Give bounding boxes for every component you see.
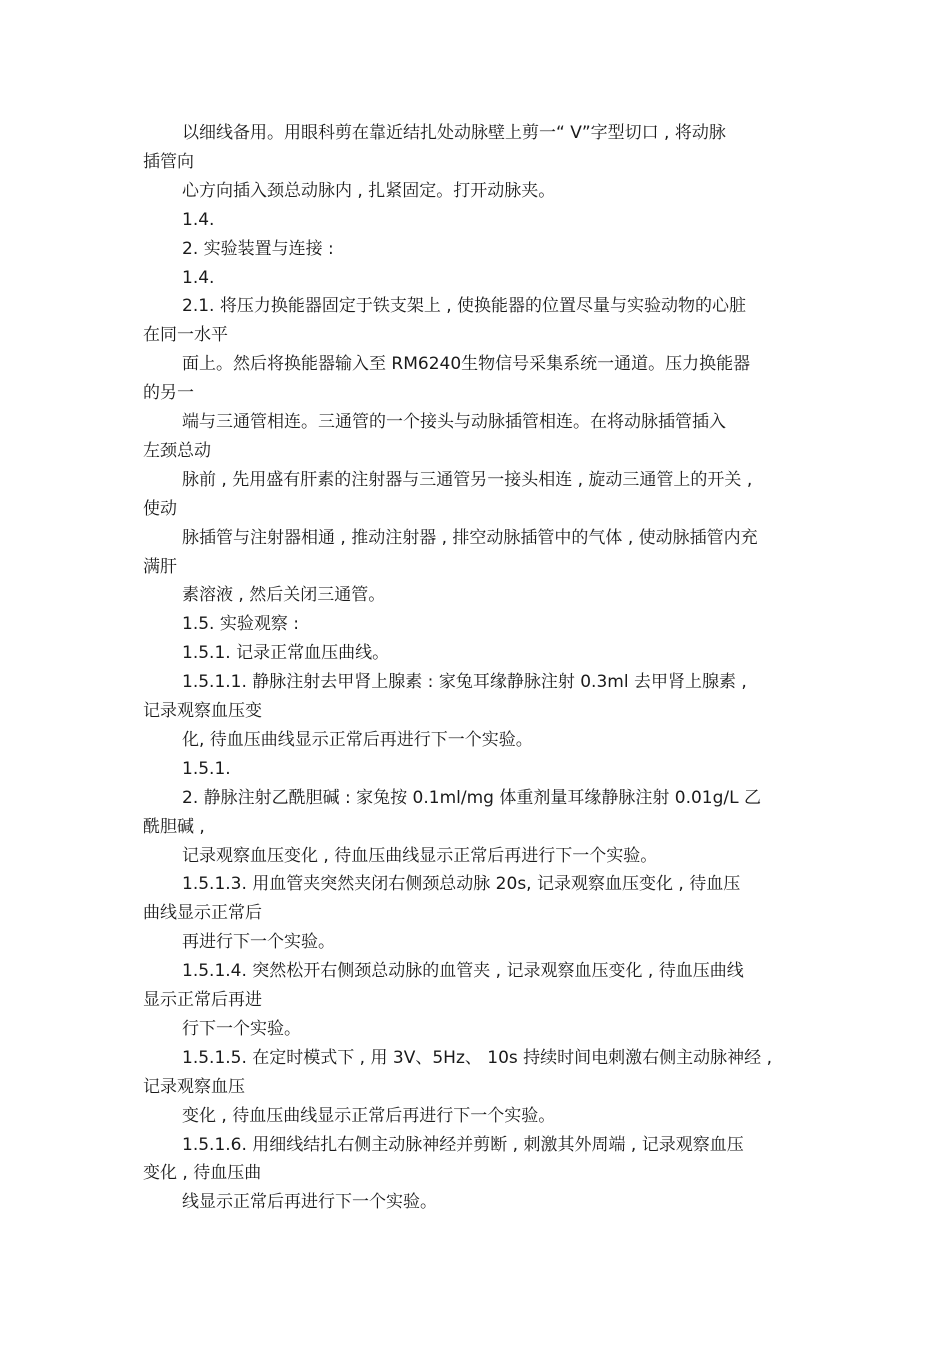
text-line: 以细线备用。用眼科剪在靠近结扎处动脉壁上剪一“ V”字型切口 , 将动脉 [182,123,726,143]
text-line: 素溶液 , 然后关闭三通管。 [182,585,386,606]
text-line: 记录观察血压变化 , 待血压曲线显示正常后再进行下一个实验。 [182,845,658,866]
text-line: 1.5.1.6. 用细线结扎右侧主动脉神经并剪断 , 刺激其外周端 , 记录观察血压 [182,1134,744,1155]
text-line: 1.4. [182,267,215,288]
text-line: 端与三通管相连。三通管的一个接头与动脉插管相连。在将动脉插管插入 [182,412,726,432]
text-line: 记录观察血压变 [143,701,262,721]
text-line: 2.1. 将压力换能器固定于铁支架上 , 使换能器的位置尽量与实验动物的心脏 [182,296,747,317]
text-line: 变化 , 待血压曲 [143,1163,262,1184]
text-line: 插管向 [143,151,194,172]
text-line: 1.5.1.5. 在定时模式下 , 用 3V、5Hz、 10s 持续时间电刺激右侧主动脉神经 , [182,1047,772,1068]
text-line: 脉插管与注射器相通 , 推动注射器 , 排空动脉插管中的气体 , 使动脉插管内充 [182,527,758,548]
text-line: 1.4. [182,209,215,230]
text-line: 2. 静脉注射乙酰胆碱 : 家兔按 0.1ml/mg 体重剂量耳缘静脉注射 0.01g/L 乙 [182,787,762,808]
text-line: 化, 待血压曲线显示正常后再进行下一个实验。 [182,729,533,750]
text-line: 满肝 [143,556,177,577]
text-line: 线显示正常后再进行下一个实验。 [182,1192,437,1213]
text-line: 面上。然后将换能器输入至 RM6240生物信号采集系统一通道。压力换能器 [182,354,751,375]
text-line: 1.5. 实验观察 : [182,614,299,635]
text-line: 曲线显示正常后 [143,903,262,924]
text-line: 左颈总动 [143,440,211,461]
text-line: 脉前 , 先用盛有肝素的注射器与三通管另一接头相连 , 旋动三通管上的开关 , [182,469,753,490]
text-line: 记录观察血压 [143,1076,245,1097]
text-line: 1.5.1.1. 静脉注射去甲肾上腺素 : 家兔耳缘静脉注射 0.3ml 去甲肾上腺素 , [182,672,747,693]
text-line: 的另一 [143,383,194,404]
text-line: 使动 [143,498,177,519]
text-line: 行下一个实验。 [182,1018,301,1039]
text-line: 在同一水平 [143,325,228,346]
text-line: 再进行下一个实验。 [182,932,335,953]
text-line: 显示正常后再进 [143,990,262,1010]
text-line: 酰胆碱 , [143,816,205,837]
text-line: 1.5.1. [182,758,231,779]
text-line: 1.5.1. 记录正常血压曲线。 [182,643,390,664]
text-line: 1.5.1.3. 用血管夹突然夹闭右侧颈总动脉 20s, 记录观察血压变化 , 待血压 [182,874,741,895]
text-line: 心方向插入颈总动脉内 , 扎紧固定。打开动脉夹。 [182,180,556,201]
text-line: 2. 实验装置与连接 : [182,238,334,259]
text-line: 1.5.1.4. 突然松开右侧颈总动脉的血管夹 , 记录观察血压变化 , 待血压曲线 [182,961,744,982]
text-line: 变化 , 待血压曲线显示正常后再进行下一个实验。 [182,1105,556,1126]
